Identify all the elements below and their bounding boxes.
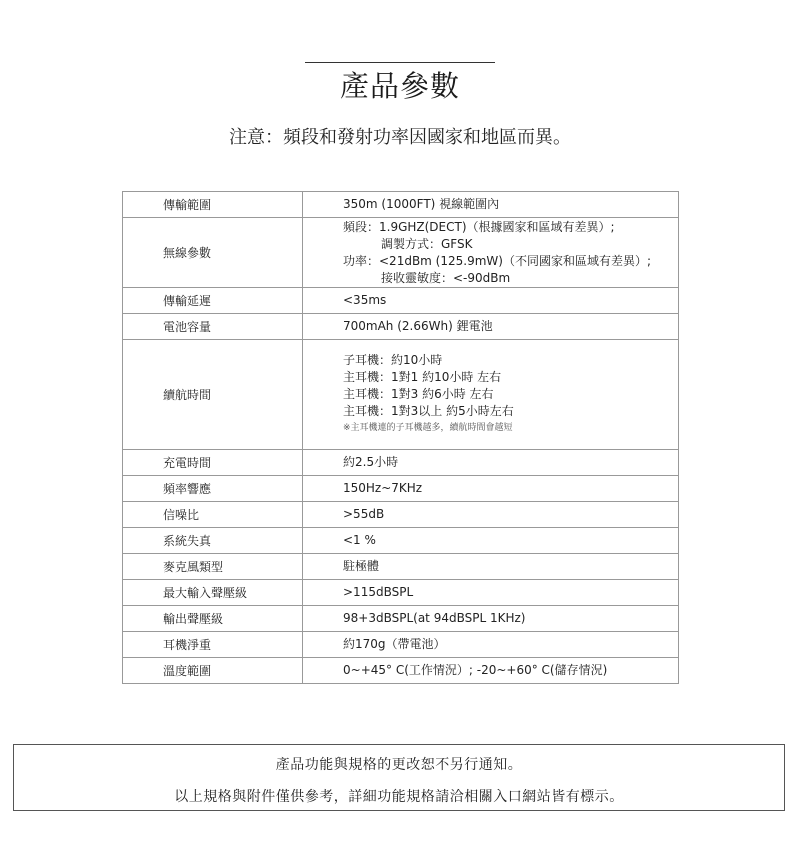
spec-label: 信噪比	[123, 502, 303, 528]
spec-label: 電池容量	[123, 314, 303, 340]
spec-row	[123, 502, 679, 528]
spec-row	[123, 606, 679, 632]
footer-line-2: 以上規格與附件僅供參考，詳細功能規格請洽相關入口網站皆有標示。	[174, 789, 624, 805]
spec-row	[123, 288, 679, 314]
spec-value-line: >115dBSPL	[343, 585, 414, 599]
spec-value-line: 主耳機：1對3 約6小時 左右	[343, 387, 494, 401]
spec-value	[303, 606, 679, 632]
spec-value-line: 接收靈敏度：<-90dBm	[381, 270, 511, 285]
spec-value-line: 700mAh (2.66Wh) 鋰電池	[343, 319, 493, 333]
title-rule	[305, 62, 495, 63]
spec-label: 續航時間	[123, 340, 303, 450]
spec-row	[123, 192, 679, 218]
spec-row	[123, 632, 679, 658]
spec-value	[303, 502, 679, 528]
spec-value-line: <1 %	[343, 533, 376, 547]
spec-table	[122, 191, 679, 684]
spec-label: 麥克風類型	[123, 554, 303, 580]
spec-value	[303, 554, 679, 580]
spec-value	[303, 340, 679, 450]
spec-row	[123, 528, 679, 554]
spec-label: 輸出聲壓級	[123, 606, 303, 632]
spec-row	[123, 658, 679, 684]
page-title: 產品參數	[339, 69, 460, 103]
spec-value-line: 主耳機：1對3以上 約5小時左右	[343, 404, 514, 418]
spec-row	[123, 340, 679, 450]
spec-value-line: 98+3dBSPL(at 94dBSPL 1KHz)	[343, 611, 526, 625]
notice-text: 注意：頻段和發射功率因國家和地區而異。	[229, 127, 571, 148]
spec-label: 頻率響應	[123, 476, 303, 502]
spec-value-line: 功率：<21dBm (125.9mW)（不同國家和區域有差異）;	[343, 253, 651, 268]
spec-label: 無線參數	[123, 218, 303, 288]
spec-value-line: 子耳機：約10小時	[343, 353, 443, 367]
spec-label: 耳機淨重	[123, 632, 303, 658]
spec-value-line: 約2.5小時	[343, 455, 399, 469]
spec-value	[303, 192, 679, 218]
spec-row	[123, 314, 679, 340]
spec-value-line: >55dB	[343, 507, 385, 521]
spec-value	[303, 632, 679, 658]
spec-value-line: <35ms	[343, 293, 387, 307]
spec-label: 溫度範圍	[123, 658, 303, 684]
spec-row	[123, 580, 679, 606]
spec-label: 傳輸延遲	[123, 288, 303, 314]
spec-value	[303, 218, 679, 288]
spec-note: ※主耳機連的子耳機越多，續航時間會越短	[343, 423, 513, 433]
footer-box	[13, 744, 785, 811]
spec-label: 充電時間	[123, 450, 303, 476]
spec-value-line: 0~+45° C(工作情況）; -20~+60° C(儲存情況)	[343, 663, 608, 677]
spec-row	[123, 476, 679, 502]
spec-label: 最大輸入聲壓級	[123, 580, 303, 606]
spec-value-line: 約170g（帶電池）	[343, 637, 446, 651]
spec-row	[123, 218, 679, 288]
spec-value-line: 駐極體	[343, 559, 380, 573]
spec-value-line: 頻段：1.9GHZ(DECT)（根據國家和區域有差異）;	[343, 219, 615, 234]
footer-line-1: 產品功能與規格的更改恕不另行通知。	[275, 757, 523, 773]
spec-value	[303, 450, 679, 476]
spec-row	[123, 450, 679, 476]
spec-label: 傳輸範圍	[123, 192, 303, 218]
spec-row	[123, 554, 679, 580]
spec-value	[303, 580, 679, 606]
spec-value	[303, 658, 679, 684]
spec-value	[303, 314, 679, 340]
spec-value-line: 主耳機：1對1 約10小時 左右	[343, 370, 502, 384]
spec-value	[303, 528, 679, 554]
spec-value-line: 調製方式：GFSK	[381, 236, 473, 251]
spec-value-line: 350m (1000FT) 視線範圍內	[343, 197, 500, 211]
spec-label: 系統失真	[123, 528, 303, 554]
spec-value-line: 150Hz~7KHz	[343, 481, 423, 495]
spec-value	[303, 476, 679, 502]
spec-value	[303, 288, 679, 314]
